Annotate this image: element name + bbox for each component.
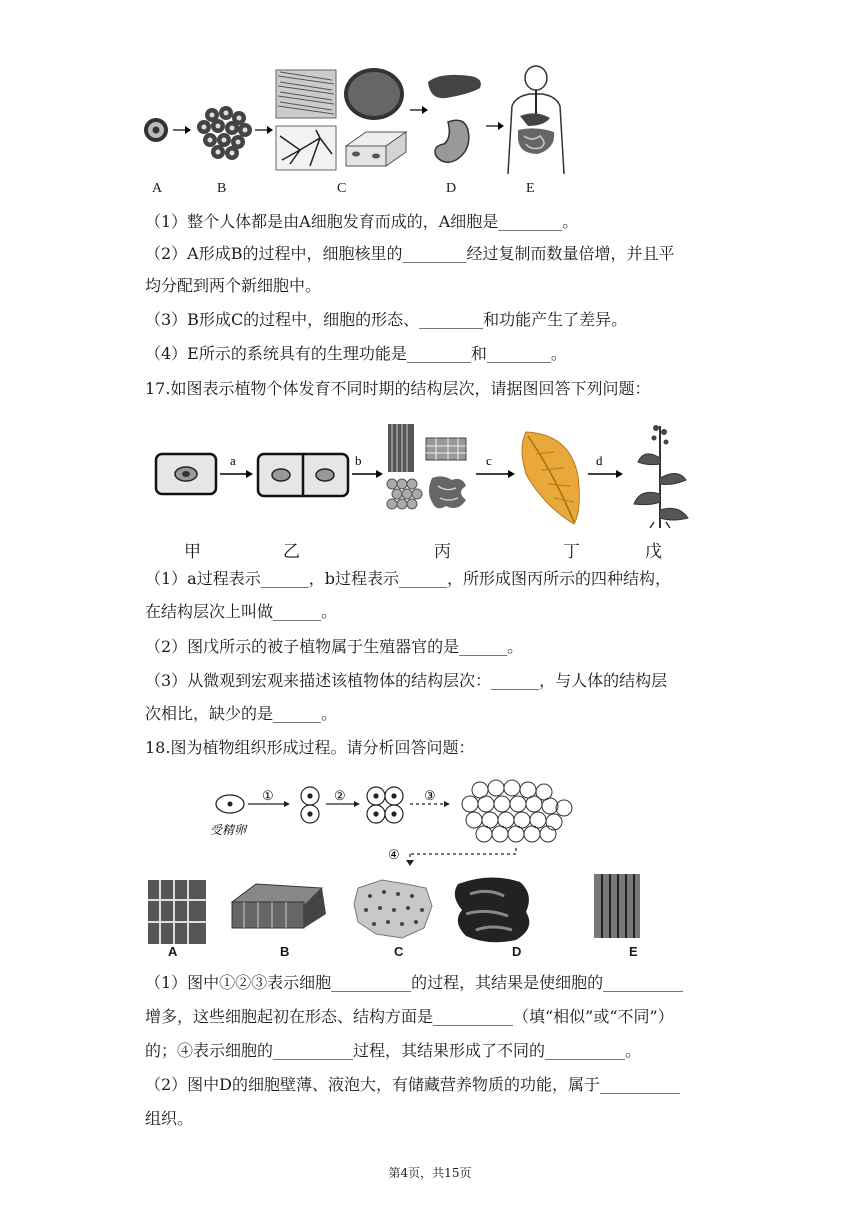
cell-cluster-b-image bbox=[197, 106, 252, 160]
q17-subquestion-1-line1: （1）a过程表示______，b过程表示______，所形成图丙所示的四种结构， bbox=[145, 569, 671, 588]
q18-subquestion-2-line1: （2）图中D的细胞壁薄、液泡大，有储藏营养物质的功能，属于__________ bbox=[145, 1075, 681, 1094]
q16-subquestion-4: （4）E所示的系统具有的生理功能是________和________。 bbox=[145, 344, 567, 363]
q18-stem: 18.图为植物组织形成过程。请分析回答问题： bbox=[145, 738, 475, 757]
figure1-label-c: C bbox=[337, 181, 347, 196]
q16-subquestion-1: （1）整个人体都是由A细胞发育而成的，A细胞是________。 bbox=[145, 212, 579, 231]
figure-plant-tissue-formation bbox=[140, 776, 680, 962]
tissue-label-d: D bbox=[512, 944, 522, 959]
step-1-label: ① bbox=[262, 789, 274, 804]
cell-jia-image bbox=[156, 454, 216, 494]
q17-subquestion-3-line2: 次相比，缺少的是______。 bbox=[145, 704, 338, 723]
fertilized-egg-label: 受精卵 bbox=[210, 823, 247, 837]
tissue-label-b: B bbox=[280, 944, 290, 959]
arrow-label-c: c bbox=[486, 453, 492, 468]
plant-wu-image bbox=[634, 425, 688, 528]
figure1-label-b: B bbox=[217, 181, 227, 196]
arrow-c bbox=[476, 470, 515, 478]
tissues-bing-image bbox=[387, 424, 466, 509]
q17-subquestion-3-line1: （3）从微观到宏观来描述该植物体的结构层次：______，与人体的结构层 bbox=[145, 671, 668, 690]
arrow-d-e bbox=[486, 122, 504, 130]
cell-a-image bbox=[144, 118, 168, 142]
step-2-label: ② bbox=[334, 789, 346, 804]
q18-subquestion-1-line3: 的；④表示细胞的__________过程，其结果形成了不同的__________。 bbox=[145, 1041, 642, 1060]
page-footer: 第4页，共15页 bbox=[388, 1166, 472, 1180]
figure2-label-yi: 乙 bbox=[283, 542, 300, 562]
q16-subquestion-3: （3）B形成C的过程中，细胞的形态、________和功能产生了差异。 bbox=[145, 310, 628, 329]
arrow-a bbox=[220, 470, 253, 478]
tissue-a-image bbox=[148, 880, 206, 944]
arrow-d bbox=[588, 470, 623, 478]
figure2-label-wu: 戊 bbox=[645, 542, 662, 562]
tissues-c-image bbox=[276, 68, 406, 170]
tissue-label-c: C bbox=[394, 944, 404, 959]
tissue-label-a: A bbox=[168, 944, 178, 959]
arrow-c-d bbox=[410, 106, 428, 114]
figure1-label-e: E bbox=[526, 181, 535, 196]
q16-subquestion-2-line2: 均分配到两个新细胞中。 bbox=[145, 276, 322, 295]
q18-subquestion-1-line1: （1）图中①②③表示细胞__________的过程，其结果是使细胞的__________ bbox=[145, 973, 684, 992]
q17-subquestion-2: （2）图戊所示的被子植物属于生殖器官的是______。 bbox=[145, 637, 524, 656]
cell-yi-image bbox=[258, 454, 348, 496]
arrow-label-d: d bbox=[596, 453, 603, 468]
figure2-label-jia: 甲 bbox=[184, 542, 201, 562]
arrow-label-a: a bbox=[230, 453, 236, 468]
arrow-label-b: b bbox=[355, 453, 362, 468]
two-cells-image bbox=[301, 787, 319, 823]
four-cells-image bbox=[367, 787, 403, 823]
figure-human-development bbox=[140, 64, 590, 176]
cell-mass-image bbox=[462, 780, 572, 842]
q18-subquestion-1-line2: 增多，这些细胞起初在形态、结构方面是__________（填“相似”或“不同”） bbox=[145, 1007, 674, 1026]
leaf-ding-image bbox=[522, 432, 579, 524]
figure2-label-ding: 丁 bbox=[563, 542, 580, 562]
q16-subquestion-2-line1: （2）A形成B的过程中，细胞核里的________经过复制而数量倍增，并且平 bbox=[145, 244, 675, 263]
organs-d-image bbox=[428, 75, 481, 162]
tissue-b-image bbox=[232, 884, 326, 928]
figure2-label-bing: 丙 bbox=[434, 542, 451, 562]
q18-subquestion-2-line2: 组织。 bbox=[145, 1109, 194, 1128]
figure1-label-d: D bbox=[446, 181, 457, 196]
tissue-label-e: E bbox=[629, 944, 638, 959]
figure1-label-a: A bbox=[152, 181, 163, 196]
arrow-b bbox=[352, 470, 383, 478]
tissue-d-image bbox=[455, 877, 530, 942]
tissue-c-image bbox=[354, 880, 432, 938]
arrow-b-c bbox=[255, 126, 273, 134]
q17-subquestion-1-line2: 在结构层次上叫做______。 bbox=[145, 602, 338, 621]
tissue-e-image bbox=[594, 874, 640, 938]
figure-plant-development bbox=[150, 418, 710, 530]
step-4-label: ④ bbox=[388, 848, 400, 863]
arrow-a-b bbox=[173, 126, 191, 134]
q17-stem: 17.如图表示植物个体发育不同时期的结构层次，请据图回答下列问题： bbox=[145, 379, 651, 398]
fertilized-egg-image bbox=[216, 795, 244, 813]
step-3-label: ③ bbox=[424, 789, 436, 804]
digestive-system-e-image bbox=[508, 66, 564, 174]
